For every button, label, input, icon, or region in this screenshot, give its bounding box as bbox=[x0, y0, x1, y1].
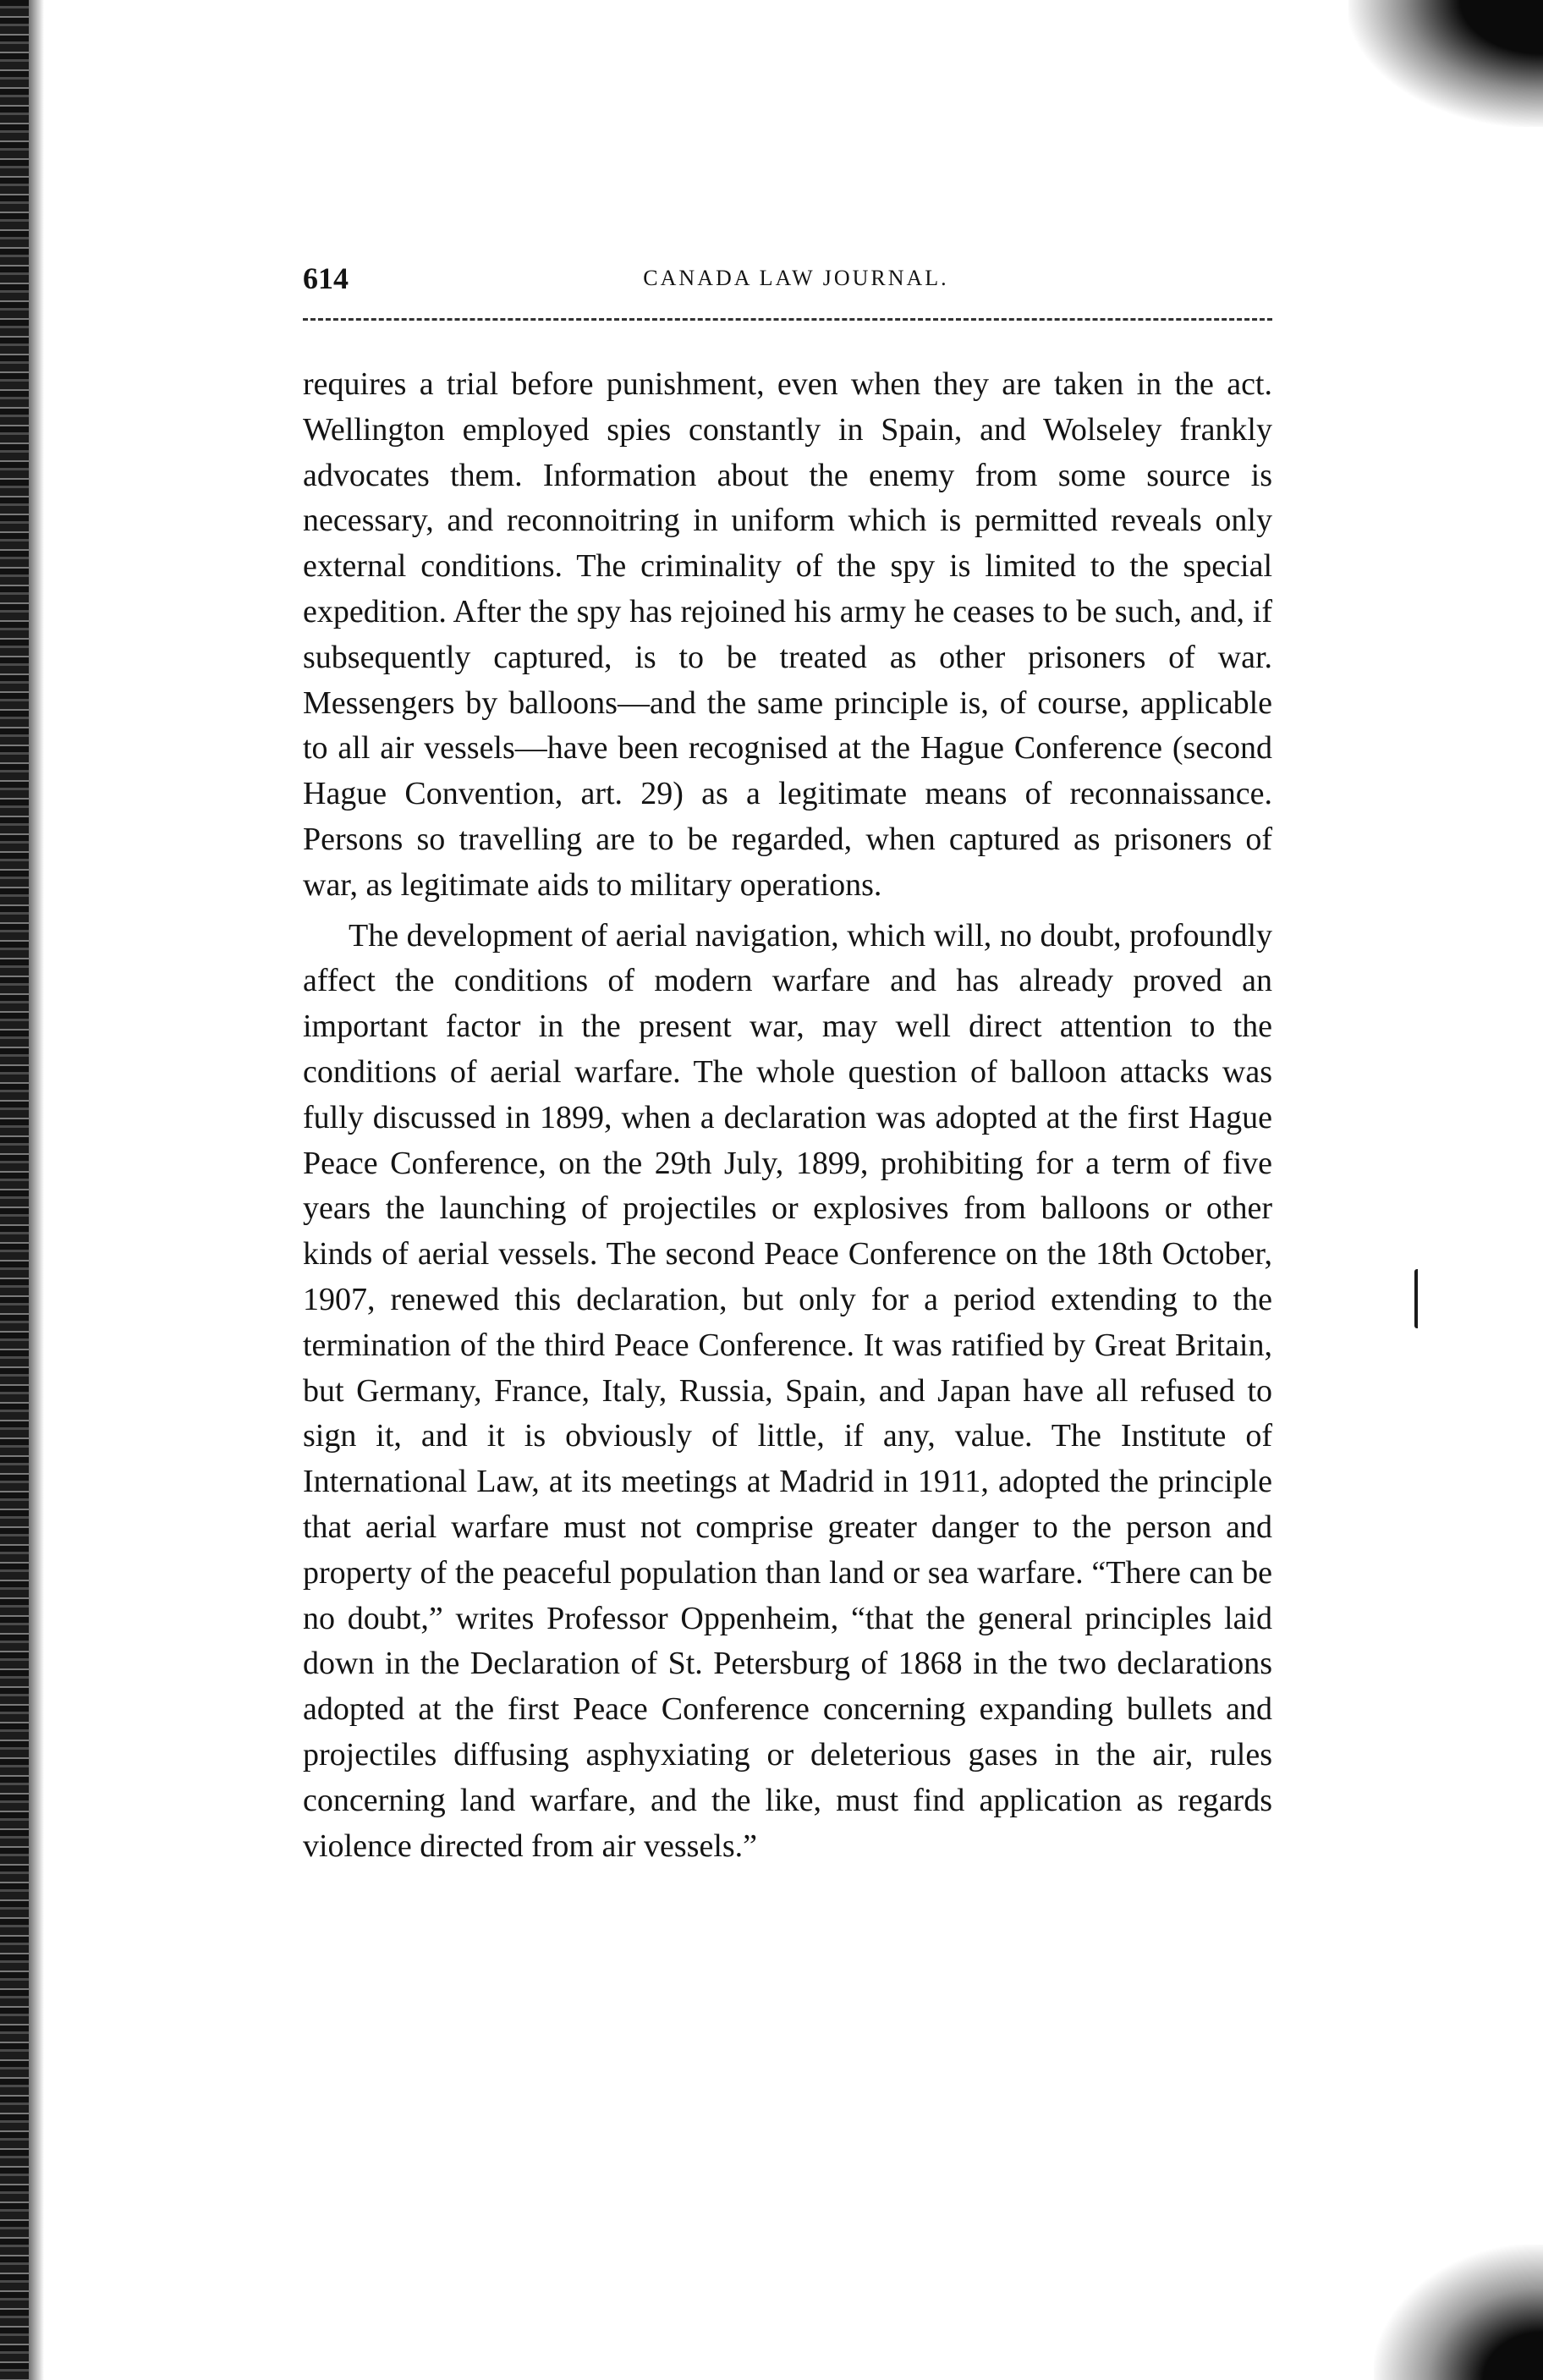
page-header bbox=[303, 259, 1272, 298]
header-rule bbox=[303, 318, 1272, 321]
paragraph-continued: requires a trial before punishment, even when they are taken in the act. Wellington employed spies constantly in Spain, and Wolseley frankly advocates them. Information about the enemy from some source is necessary, and reconnoitring in uniform which is permitted reveals only external conditions. The criminality of the spy is limited to the special expedition. After the spy has rejoined his army he ceases to be such, and, if subsequently captured, is to be treated as other prisoners of war. Messengers by balloons—and the same principle is, of course, applicable to all air vessels—have been recognised at the Hague Conference (second Hague Convention, art. 29) as a legitimate means of reconnaissance. Persons so travelling are to be regarded, when captured as prisoners of war, as legitimate aids to military operations. bbox=[303, 366, 1272, 903]
paragraph-aerial-navigation: The development of aerial navigation, which will, no doubt, profoundly affect the conditions of modern warfare and has already proved an important factor in the present war, may well direct attention to the conditions of aerial warfare. The whole question of balloon attacks was fully discussed in 1899, when a declaration was adopted at the first Hague Peace Conference, on the 29th July, 1899, prohibiting for a term of five years the launching of projectiles or explosives from balloons or other kinds of aerial vessels. The second Peace Conference on the 18th October, 1907, renewed this declaration, but only for a period extending to the termination of the third Peace Conference. It was ratified by Great Britain, but Germany, France, Italy, Russia, Spain, and Japan have all refused to sign it, and it is obviously of little, if any, value. The Institute of International Law, at its meetings at Madrid in 1911, adopted the principle that aerial warfare must not comprise greater danger to the person and property of the peaceful population than land or sea warfare. “There can be no doubt,” writes Professor Oppenheim, “that the general principles laid down in the Declaration of St. Petersburg of 1868 in the two declarations adopted at the first Peace Conference concerning expanding bullets and projectiles diffusing asphyxiating or deleterious gases in the air, rules concerning land warfare, and the like, must find application as regards violence directed from air vessels.” bbox=[303, 917, 1272, 1864]
scan-corner-shadow-bottom bbox=[1374, 2245, 1543, 2380]
scan-binding-edge bbox=[0, 0, 29, 2380]
running-head: CANADA LAW JOURNAL. bbox=[643, 266, 949, 290]
margin-mark bbox=[1414, 1269, 1426, 1328]
body-text bbox=[303, 362, 1272, 1869]
scan-corner-shadow-top bbox=[1348, 0, 1543, 127]
scan-edge-shadow bbox=[29, 0, 44, 2380]
page-number: 614 bbox=[303, 261, 349, 295]
